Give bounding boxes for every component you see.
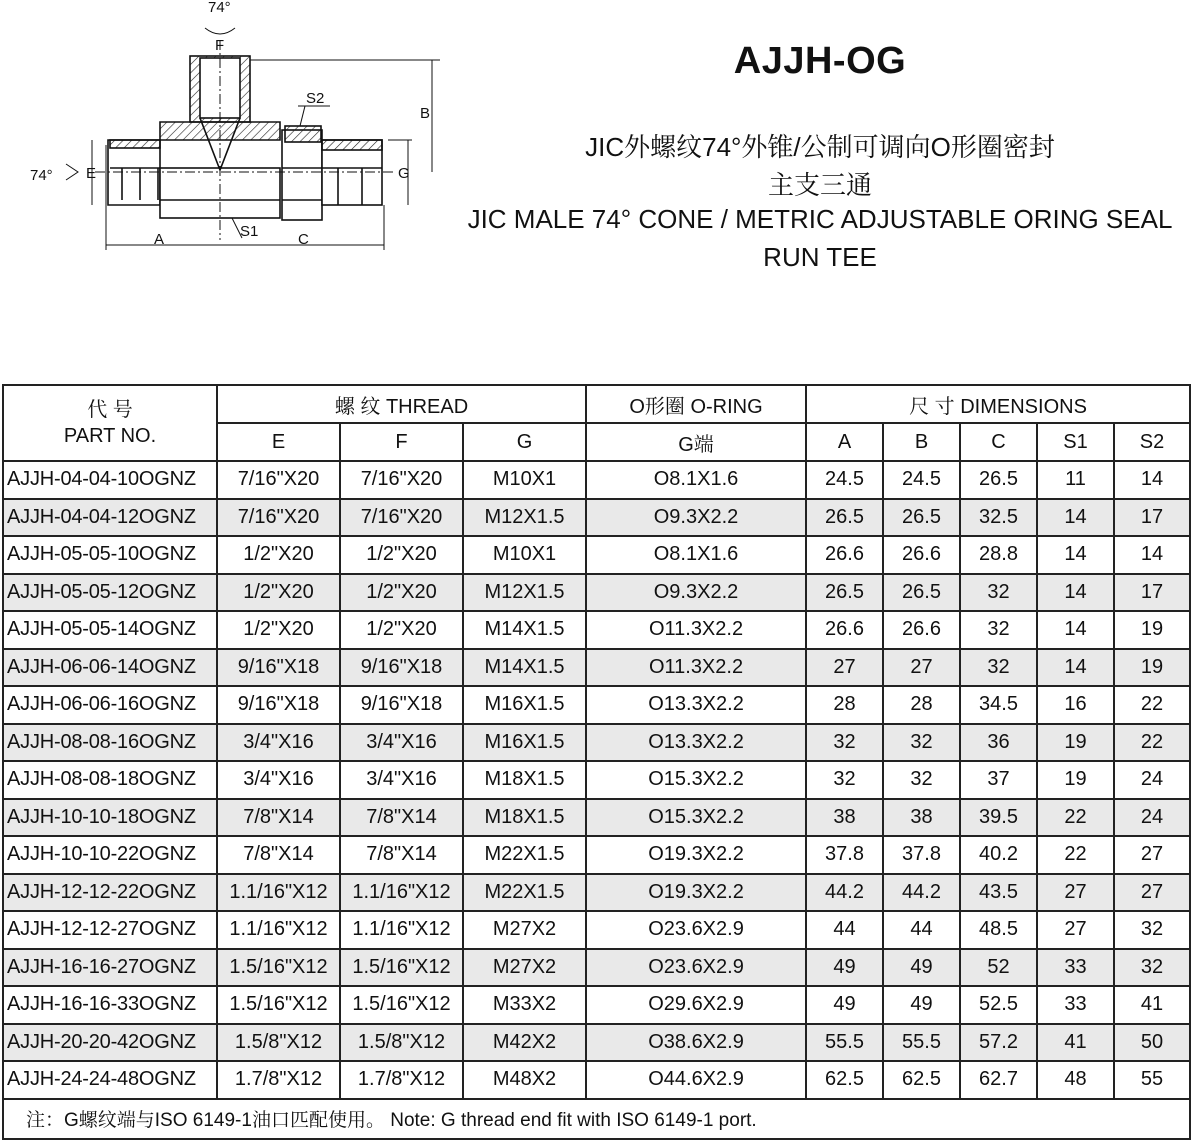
table-cell: 28 bbox=[806, 686, 883, 724]
table-row bbox=[3, 799, 1190, 837]
table-cell: 33 bbox=[1037, 949, 1114, 987]
table-cell: O44.6X2.9 bbox=[586, 1061, 806, 1099]
table-cell: 27 bbox=[1114, 836, 1190, 874]
header-col-s2: S2 bbox=[1114, 423, 1190, 461]
table-cell: 52 bbox=[960, 949, 1037, 987]
table-row bbox=[3, 611, 1190, 649]
table-cell: 1/2"X20 bbox=[217, 611, 340, 649]
header-part-no bbox=[3, 385, 217, 461]
table-cell: 44.2 bbox=[806, 874, 883, 912]
table-cell: 28 bbox=[883, 686, 960, 724]
table-cell: 43.5 bbox=[960, 874, 1037, 912]
table-cell: 37.8 bbox=[883, 836, 960, 874]
table-cell: M12X1.5 bbox=[463, 499, 586, 537]
specification-table bbox=[2, 384, 1191, 1140]
table-cell: 41 bbox=[1037, 1024, 1114, 1062]
part-number-cell: AJJH-05-05-14OGNZ bbox=[3, 611, 217, 649]
header-col-g-end: G端 bbox=[586, 423, 806, 461]
table-cell: O11.3X2.2 bbox=[586, 649, 806, 687]
description-cn-line1: JIC外螺纹74°外锥/公制可调向O形圈密封 bbox=[585, 132, 1055, 162]
table-cell: 24 bbox=[1114, 799, 1190, 837]
table-row bbox=[3, 986, 1190, 1024]
table-cell: 28.8 bbox=[960, 536, 1037, 574]
drawing-label-b: B bbox=[420, 105, 431, 122]
table-cell: 26.5 bbox=[883, 574, 960, 612]
table-cell: 33 bbox=[1037, 986, 1114, 1024]
table-cell: 37 bbox=[960, 761, 1037, 799]
table-cell: M18X1.5 bbox=[463, 799, 586, 837]
table-cell: 22 bbox=[1114, 686, 1190, 724]
table-cell: M14X1.5 bbox=[463, 611, 586, 649]
table-cell: M33X2 bbox=[463, 986, 586, 1024]
table-cell: M27X2 bbox=[463, 911, 586, 949]
table-cell: 1.5/16"X12 bbox=[217, 986, 340, 1024]
table-cell: O38.6X2.9 bbox=[586, 1024, 806, 1062]
table-cell: O8.1X1.6 bbox=[586, 461, 806, 499]
table-cell: 32 bbox=[960, 649, 1037, 687]
table-cell: 32 bbox=[1114, 911, 1190, 949]
header-col-g: G bbox=[463, 423, 586, 461]
table-cell: O11.3X2.2 bbox=[586, 611, 806, 649]
drawing-label-angle-left: 74° bbox=[30, 167, 53, 184]
table-cell: M18X1.5 bbox=[463, 761, 586, 799]
table-cell: 26.6 bbox=[806, 611, 883, 649]
header-thread: 螺 纹 THREAD bbox=[217, 385, 586, 423]
table-cell: 14 bbox=[1114, 461, 1190, 499]
table-cell: M48X2 bbox=[463, 1061, 586, 1099]
table-cell: 48.5 bbox=[960, 911, 1037, 949]
table-cell: O23.6X2.9 bbox=[586, 949, 806, 987]
description-en-line2: RUN TEE bbox=[763, 242, 877, 272]
table-cell: M22X1.5 bbox=[463, 836, 586, 874]
header-oring: O形圈 O-RING bbox=[586, 385, 806, 423]
table-cell: 17 bbox=[1114, 499, 1190, 537]
table-cell: 14 bbox=[1037, 649, 1114, 687]
table-cell: 3/4"X16 bbox=[217, 724, 340, 762]
table-cell: O15.3X2.2 bbox=[586, 799, 806, 837]
table-row bbox=[3, 874, 1190, 912]
table-row bbox=[3, 574, 1190, 612]
table-cell: 40.2 bbox=[960, 836, 1037, 874]
table-cell: 1.1/16"X12 bbox=[217, 911, 340, 949]
table-cell: O9.3X2.2 bbox=[586, 574, 806, 612]
table-cell: 7/8"X14 bbox=[217, 799, 340, 837]
table-cell: 38 bbox=[806, 799, 883, 837]
table-cell: 9/16"X18 bbox=[340, 649, 463, 687]
product-title: AJJH-OG bbox=[733, 40, 907, 82]
table-cell: 26.5 bbox=[806, 574, 883, 612]
table-cell: 38 bbox=[883, 799, 960, 837]
table-cell: 62.5 bbox=[806, 1061, 883, 1099]
description-en-line1: JIC MALE 74° CONE / METRIC ADJUSTABLE ORING SEAL bbox=[467, 204, 1173, 234]
drawing-label-angle-top: 74° bbox=[208, 0, 231, 16]
table-cell: 27 bbox=[806, 649, 883, 687]
table-cell: 55.5 bbox=[883, 1024, 960, 1062]
part-number-cell: AJJH-08-08-16OGNZ bbox=[3, 724, 217, 762]
table-cell: 62.5 bbox=[883, 1061, 960, 1099]
table-cell: 3/4"X16 bbox=[340, 761, 463, 799]
table-cell: 1.5/16"X12 bbox=[217, 949, 340, 987]
table-cell: O13.3X2.2 bbox=[586, 724, 806, 762]
table-cell: 26.5 bbox=[960, 461, 1037, 499]
table-cell: 1.5/8"X12 bbox=[217, 1024, 340, 1062]
table-cell: 7/16"X20 bbox=[217, 461, 340, 499]
table-cell: 62.7 bbox=[960, 1061, 1037, 1099]
table-cell: 49 bbox=[883, 949, 960, 987]
table-cell: 48 bbox=[1037, 1061, 1114, 1099]
table-row bbox=[3, 649, 1190, 687]
table-cell: 55 bbox=[1114, 1061, 1190, 1099]
table-row bbox=[3, 949, 1190, 987]
drawing-label-c: C bbox=[298, 231, 309, 248]
table-row bbox=[3, 686, 1190, 724]
table-cell: 9/16"X18 bbox=[340, 686, 463, 724]
table-cell: 49 bbox=[806, 986, 883, 1024]
table-cell: 57.2 bbox=[960, 1024, 1037, 1062]
table-cell: 32 bbox=[960, 611, 1037, 649]
part-number-cell: AJJH-05-05-10OGNZ bbox=[3, 536, 217, 574]
table-cell: 1/2"X20 bbox=[340, 574, 463, 612]
table-cell: 37.8 bbox=[806, 836, 883, 874]
table-cell: 19 bbox=[1037, 724, 1114, 762]
table-cell: O8.1X1.6 bbox=[586, 536, 806, 574]
table-cell: 19 bbox=[1114, 611, 1190, 649]
table-cell: 14 bbox=[1037, 611, 1114, 649]
table-cell: 1.1/16"X12 bbox=[340, 874, 463, 912]
table-cell: 49 bbox=[883, 986, 960, 1024]
table-cell: 7/8"X14 bbox=[340, 836, 463, 874]
part-number-cell: AJJH-06-06-14OGNZ bbox=[3, 649, 217, 687]
table-cell: M10X1 bbox=[463, 536, 586, 574]
table-cell: M22X1.5 bbox=[463, 874, 586, 912]
table-row bbox=[3, 536, 1190, 574]
table-cell: 1.7/8"X12 bbox=[217, 1061, 340, 1099]
table-row bbox=[3, 1061, 1190, 1099]
table-cell: 1.5/16"X12 bbox=[340, 949, 463, 987]
table-note: 注：G螺纹端与ISO 6149-1油口匹配使用。 Note: G thread end fit with ISO 6149-1 port. bbox=[3, 1099, 1190, 1139]
table-cell: 1/2"X20 bbox=[217, 536, 340, 574]
part-number-cell: AJJH-16-16-33OGNZ bbox=[3, 986, 217, 1024]
table-cell: 32.5 bbox=[960, 499, 1037, 537]
table-cell: 1/2"X20 bbox=[340, 611, 463, 649]
table-cell: 44 bbox=[883, 911, 960, 949]
part-number-cell: AJJH-06-06-16OGNZ bbox=[3, 686, 217, 724]
table-cell: 7/16"X20 bbox=[217, 499, 340, 537]
part-number-cell: AJJH-10-10-18OGNZ bbox=[3, 799, 217, 837]
part-number-cell: AJJH-12-12-27OGNZ bbox=[3, 911, 217, 949]
table-cell: 22 bbox=[1114, 724, 1190, 762]
table-cell: 24.5 bbox=[883, 461, 960, 499]
table-cell: 17 bbox=[1114, 574, 1190, 612]
table-cell: 41 bbox=[1114, 986, 1190, 1024]
part-number-cell: AJJH-08-08-18OGNZ bbox=[3, 761, 217, 799]
part-number-cell: AJJH-05-05-12OGNZ bbox=[3, 574, 217, 612]
table-cell: 1.1/16"X12 bbox=[217, 874, 340, 912]
part-number-cell: AJJH-04-04-12OGNZ bbox=[3, 499, 217, 537]
table-cell: 44.2 bbox=[883, 874, 960, 912]
table-cell: 44 bbox=[806, 911, 883, 949]
table-row bbox=[3, 499, 1190, 537]
table-cell: 3/4"X16 bbox=[217, 761, 340, 799]
table-cell: O15.3X2.2 bbox=[586, 761, 806, 799]
table-cell: M10X1 bbox=[463, 461, 586, 499]
table-cell: 7/16"X20 bbox=[340, 461, 463, 499]
header-col-c: C bbox=[960, 423, 1037, 461]
table-cell: O9.3X2.2 bbox=[586, 499, 806, 537]
table-cell: 19 bbox=[1037, 761, 1114, 799]
table-cell: 50 bbox=[1114, 1024, 1190, 1062]
table-cell: 22 bbox=[1037, 836, 1114, 874]
table-cell: 14 bbox=[1037, 574, 1114, 612]
table-cell: 55.5 bbox=[806, 1024, 883, 1062]
table-cell: O23.6X2.9 bbox=[586, 911, 806, 949]
table-cell: 27 bbox=[1114, 874, 1190, 912]
table-cell: 27 bbox=[1037, 874, 1114, 912]
table-row bbox=[3, 461, 1190, 499]
table-cell: 16 bbox=[1037, 686, 1114, 724]
table-cell: O29.6X2.9 bbox=[586, 986, 806, 1024]
part-number-cell: AJJH-16-16-27OGNZ bbox=[3, 949, 217, 987]
header-dimensions: 尺 寸 DIMENSIONS bbox=[806, 385, 1190, 423]
part-number-cell: AJJH-10-10-22OGNZ bbox=[3, 836, 217, 874]
header-col-e: E bbox=[217, 423, 340, 461]
table-cell: 32 bbox=[806, 724, 883, 762]
drawing-label-a: A bbox=[154, 231, 165, 248]
part-number-cell: AJJH-24-24-48OGNZ bbox=[3, 1061, 217, 1099]
table-cell: O19.3X2.2 bbox=[586, 874, 806, 912]
table-cell: M14X1.5 bbox=[463, 649, 586, 687]
table-cell: 26.6 bbox=[806, 536, 883, 574]
table-cell: M12X1.5 bbox=[463, 574, 586, 612]
table-cell: 22 bbox=[1037, 799, 1114, 837]
table-cell: 9/16"X18 bbox=[217, 686, 340, 724]
table-cell: 14 bbox=[1037, 536, 1114, 574]
table-body bbox=[3, 461, 1190, 1099]
table-cell: 52.5 bbox=[960, 986, 1037, 1024]
table-cell: 32 bbox=[883, 761, 960, 799]
table-cell: 36 bbox=[960, 724, 1037, 762]
drawing-label-e: E bbox=[86, 165, 97, 182]
table-cell: M16X1.5 bbox=[463, 724, 586, 762]
table-cell: 32 bbox=[883, 724, 960, 762]
run-tee-drawing bbox=[0, 0, 470, 270]
part-number-cell: AJJH-12-12-22OGNZ bbox=[3, 874, 217, 912]
table-cell: 14 bbox=[1114, 536, 1190, 574]
table-cell: 7/8"X14 bbox=[217, 836, 340, 874]
table-cell: 1/2"X20 bbox=[340, 536, 463, 574]
table-cell: 26.6 bbox=[883, 611, 960, 649]
table-cell: 26.6 bbox=[883, 536, 960, 574]
drawing-label-s2: S2 bbox=[306, 90, 325, 107]
table-row bbox=[3, 761, 1190, 799]
table-cell: 7/8"X14 bbox=[340, 799, 463, 837]
table-cell: 1.1/16"X12 bbox=[340, 911, 463, 949]
table-cell: 32 bbox=[806, 761, 883, 799]
table-cell: 1.5/16"X12 bbox=[340, 986, 463, 1024]
header-col-s1: S1 bbox=[1037, 423, 1114, 461]
table-cell: 49 bbox=[806, 949, 883, 987]
table-cell: 26.5 bbox=[883, 499, 960, 537]
table-cell: 7/16"X20 bbox=[340, 499, 463, 537]
table-cell: 14 bbox=[1037, 499, 1114, 537]
table-cell: 1.7/8"X12 bbox=[340, 1061, 463, 1099]
table-cell: 26.5 bbox=[806, 499, 883, 537]
header-col-a: A bbox=[806, 423, 883, 461]
table-cell: 27 bbox=[1037, 911, 1114, 949]
table-cell: 34.5 bbox=[960, 686, 1037, 724]
description-cn-line2: 主支三通 bbox=[767, 170, 872, 200]
table-row bbox=[3, 911, 1190, 949]
header-col-b: B bbox=[883, 423, 960, 461]
table-cell: M27X2 bbox=[463, 949, 586, 987]
header-part-no-en: PART NO. bbox=[63, 425, 157, 447]
table-cell: 3/4"X16 bbox=[340, 724, 463, 762]
table-cell: M16X1.5 bbox=[463, 686, 586, 724]
table-cell: 1.5/8"X12 bbox=[340, 1024, 463, 1062]
table-cell: 24 bbox=[1114, 761, 1190, 799]
table-cell: 27 bbox=[883, 649, 960, 687]
table-cell: M42X2 bbox=[463, 1024, 586, 1062]
table-cell: 32 bbox=[1114, 949, 1190, 987]
table-row bbox=[3, 724, 1190, 762]
table-cell: 1/2"X20 bbox=[217, 574, 340, 612]
table-cell: O13.3X2.2 bbox=[586, 686, 806, 724]
table-row bbox=[3, 836, 1190, 874]
header-col-f: F bbox=[340, 423, 463, 461]
part-number-cell: AJJH-04-04-10OGNZ bbox=[3, 461, 217, 499]
drawing-label-f: F bbox=[215, 37, 225, 54]
table-cell: 9/16"X18 bbox=[217, 649, 340, 687]
table-cell: 32 bbox=[960, 574, 1037, 612]
table-row bbox=[3, 1024, 1190, 1062]
table-cell: 24.5 bbox=[806, 461, 883, 499]
table-cell: O19.3X2.2 bbox=[586, 836, 806, 874]
part-number-cell: AJJH-20-20-42OGNZ bbox=[3, 1024, 217, 1062]
table-cell: 39.5 bbox=[960, 799, 1037, 837]
header-part-no-cn: 代 号 bbox=[87, 399, 133, 421]
drawing-label-g: G bbox=[398, 165, 410, 182]
drawing-label-s1: S1 bbox=[240, 223, 259, 240]
table-cell: 19 bbox=[1114, 649, 1190, 687]
table-cell: 11 bbox=[1037, 461, 1114, 499]
